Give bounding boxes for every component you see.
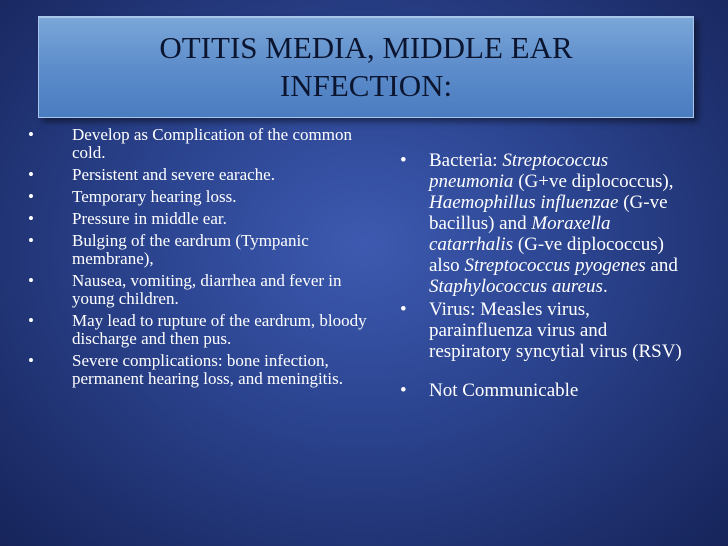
list-item-text: Pressure in middle ear. bbox=[72, 209, 227, 228]
bullet-icon: • bbox=[28, 165, 34, 184]
bullet-icon: • bbox=[400, 299, 407, 320]
slide-title bbox=[106, 29, 626, 105]
bullet-icon: • bbox=[400, 380, 407, 401]
list-item bbox=[28, 312, 380, 348]
right-bullet-column bbox=[398, 150, 688, 403]
bullet-icon: • bbox=[28, 187, 34, 206]
list-item bbox=[28, 166, 380, 184]
communicable-text: Not Communicable bbox=[429, 380, 579, 401]
title-line-1: OTITIS MEDIA, MIDDLE EAR bbox=[159, 30, 573, 65]
list-item-text: Temporary hearing loss. bbox=[72, 187, 237, 206]
list-item-text: Severe complications: bone infection, permanent hearing loss, and meningitis. bbox=[72, 351, 343, 388]
list-item-text: Develop as Complication of the common cold. bbox=[72, 125, 352, 162]
species-name: Streptococcus pyogenes bbox=[464, 255, 646, 276]
list-item bbox=[28, 272, 380, 308]
bullet-icon: • bbox=[28, 231, 34, 250]
list-item-text: Nausea, vomiting, diarrhea and fever in young children. bbox=[72, 271, 342, 308]
bullet-icon: • bbox=[28, 271, 34, 290]
list-item bbox=[28, 352, 380, 388]
species-name: Moraxella catarrhalis bbox=[429, 213, 611, 255]
bullet-icon: • bbox=[400, 150, 407, 171]
virus-text: Virus: Measles virus, parainfluenza virus and respiratory syncytial virus (RSV) bbox=[429, 299, 682, 362]
list-item-text: Bulging of the eardrum (Tympanic membrane), bbox=[72, 231, 309, 268]
species-name: Staphylococcus aureus bbox=[429, 276, 603, 297]
title-line-2: INFECTION: bbox=[279, 68, 453, 103]
list-item-text: Persistent and severe earache. bbox=[72, 165, 275, 184]
symptoms-list bbox=[28, 126, 380, 388]
virus-item bbox=[398, 299, 688, 362]
list-item-text: May lead to rupture of the eardrum, bloody discharge and then pus. bbox=[72, 311, 367, 348]
bullet-icon: • bbox=[28, 125, 34, 144]
causes-list bbox=[398, 150, 688, 401]
slide-title-box bbox=[38, 16, 694, 118]
communicable-item bbox=[398, 380, 688, 401]
list-item bbox=[28, 232, 380, 268]
bacteria-item bbox=[398, 150, 688, 297]
left-bullet-column bbox=[28, 126, 380, 392]
bullet-icon: • bbox=[28, 209, 34, 228]
list-item bbox=[28, 210, 380, 228]
bullet-icon: • bbox=[28, 311, 34, 330]
species-name: Haemophillus influenzae bbox=[429, 192, 619, 213]
bullet-icon: • bbox=[28, 351, 34, 370]
list-item bbox=[28, 126, 380, 162]
list-item bbox=[28, 188, 380, 206]
bacteria-text: Bacteria: Streptococcus pneumonia (G+ve diplococcus), Haemophillus influenzae (G-ve bacillus) and Moraxella catarrhalis (G-ve diplococcus) also Streptococcus pyogenes and Staphylococcus aureus. bbox=[429, 150, 678, 297]
species-name: Streptococcus pneumonia bbox=[429, 150, 609, 192]
